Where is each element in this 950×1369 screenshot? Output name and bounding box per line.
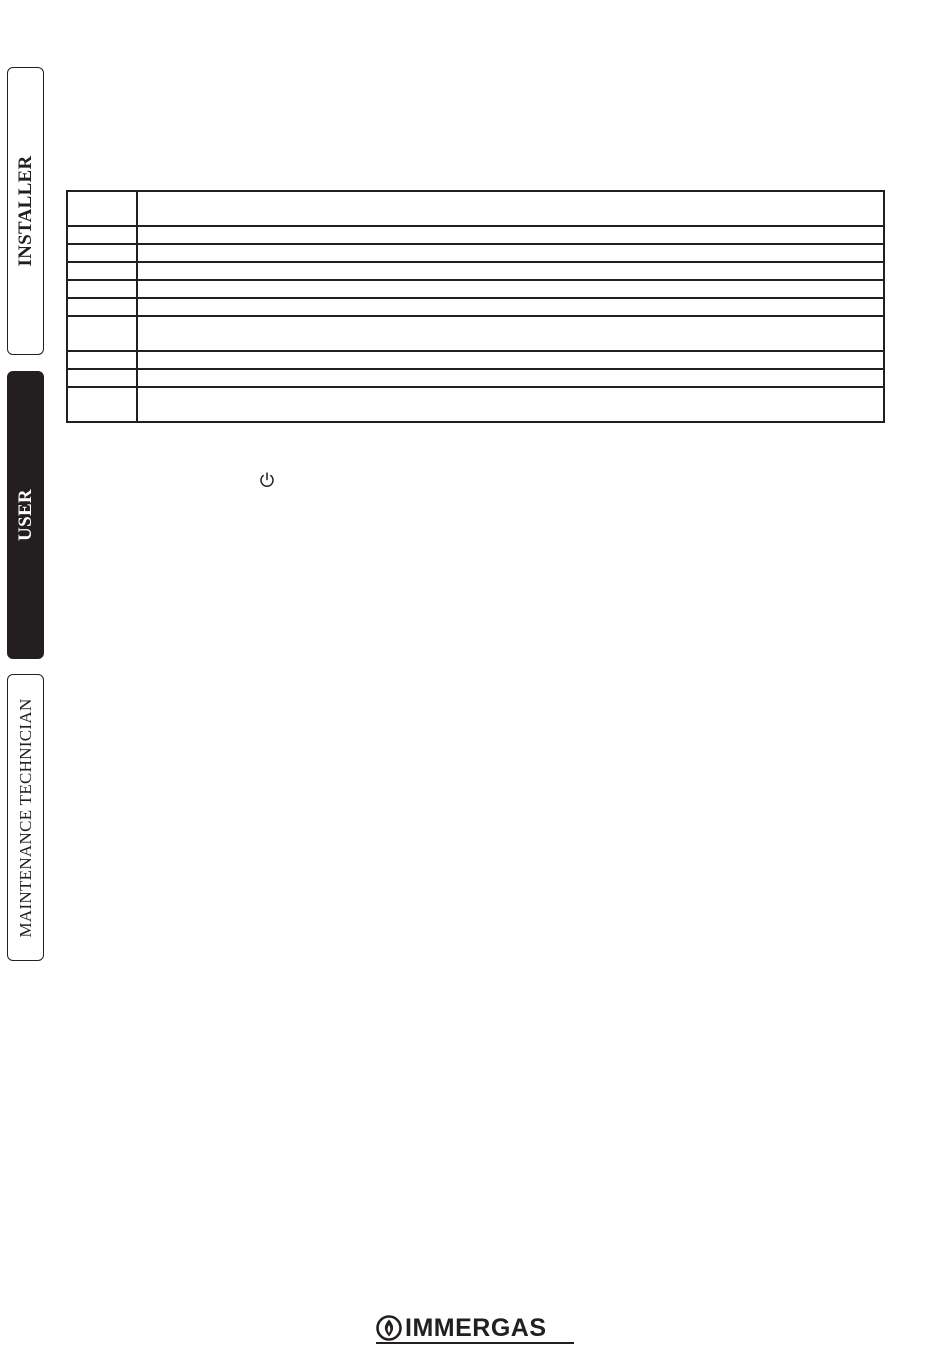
table-row <box>67 280 884 298</box>
table-row <box>67 351 884 369</box>
table-cell-key <box>67 316 137 351</box>
table-cell-key <box>67 262 137 280</box>
table-cell-value <box>137 351 884 369</box>
table-row <box>67 298 884 316</box>
table-cell-key <box>67 280 137 298</box>
table-row <box>67 387 884 422</box>
table-cell-key <box>67 298 137 316</box>
tab-maintenance-technician-label: MAINTENANCE TECHNICIAN <box>15 697 35 938</box>
logo-text: IMMERGAS <box>405 1314 547 1342</box>
grid-table <box>66 190 885 423</box>
table-row <box>67 226 884 244</box>
table-cell-value <box>137 298 884 316</box>
tab-maintenance-technician[interactable] <box>7 674 44 961</box>
table-cell-value <box>137 191 884 226</box>
table-cell-key <box>67 244 137 262</box>
table-cell-key <box>67 191 137 226</box>
immergas-flame-icon <box>376 1315 402 1341</box>
table-cell-key <box>67 387 137 422</box>
table-row <box>67 262 884 280</box>
immergas-logo <box>376 1315 547 1341</box>
table-cell-value <box>137 226 884 244</box>
table-cell-key <box>67 351 137 369</box>
table-cell-value <box>137 369 884 387</box>
table-cell-value <box>137 316 884 351</box>
table-cell-value <box>137 244 884 262</box>
table-body <box>67 191 884 422</box>
table-row <box>67 316 884 351</box>
tab-user[interactable] <box>7 371 44 659</box>
table-cell-key <box>67 226 137 244</box>
table-cell-key <box>67 369 137 387</box>
table-row <box>67 244 884 262</box>
table-cell-value <box>137 262 884 280</box>
table-row <box>67 369 884 387</box>
table-cell-value <box>137 280 884 298</box>
tab-installer-label: INSTALLER <box>14 155 36 267</box>
tab-installer[interactable] <box>7 67 44 355</box>
table-cell-value <box>137 387 884 422</box>
table-row <box>67 191 884 226</box>
power-icon <box>258 471 276 489</box>
logo-underline <box>376 1342 574 1344</box>
tab-user-label: USER <box>14 489 36 541</box>
